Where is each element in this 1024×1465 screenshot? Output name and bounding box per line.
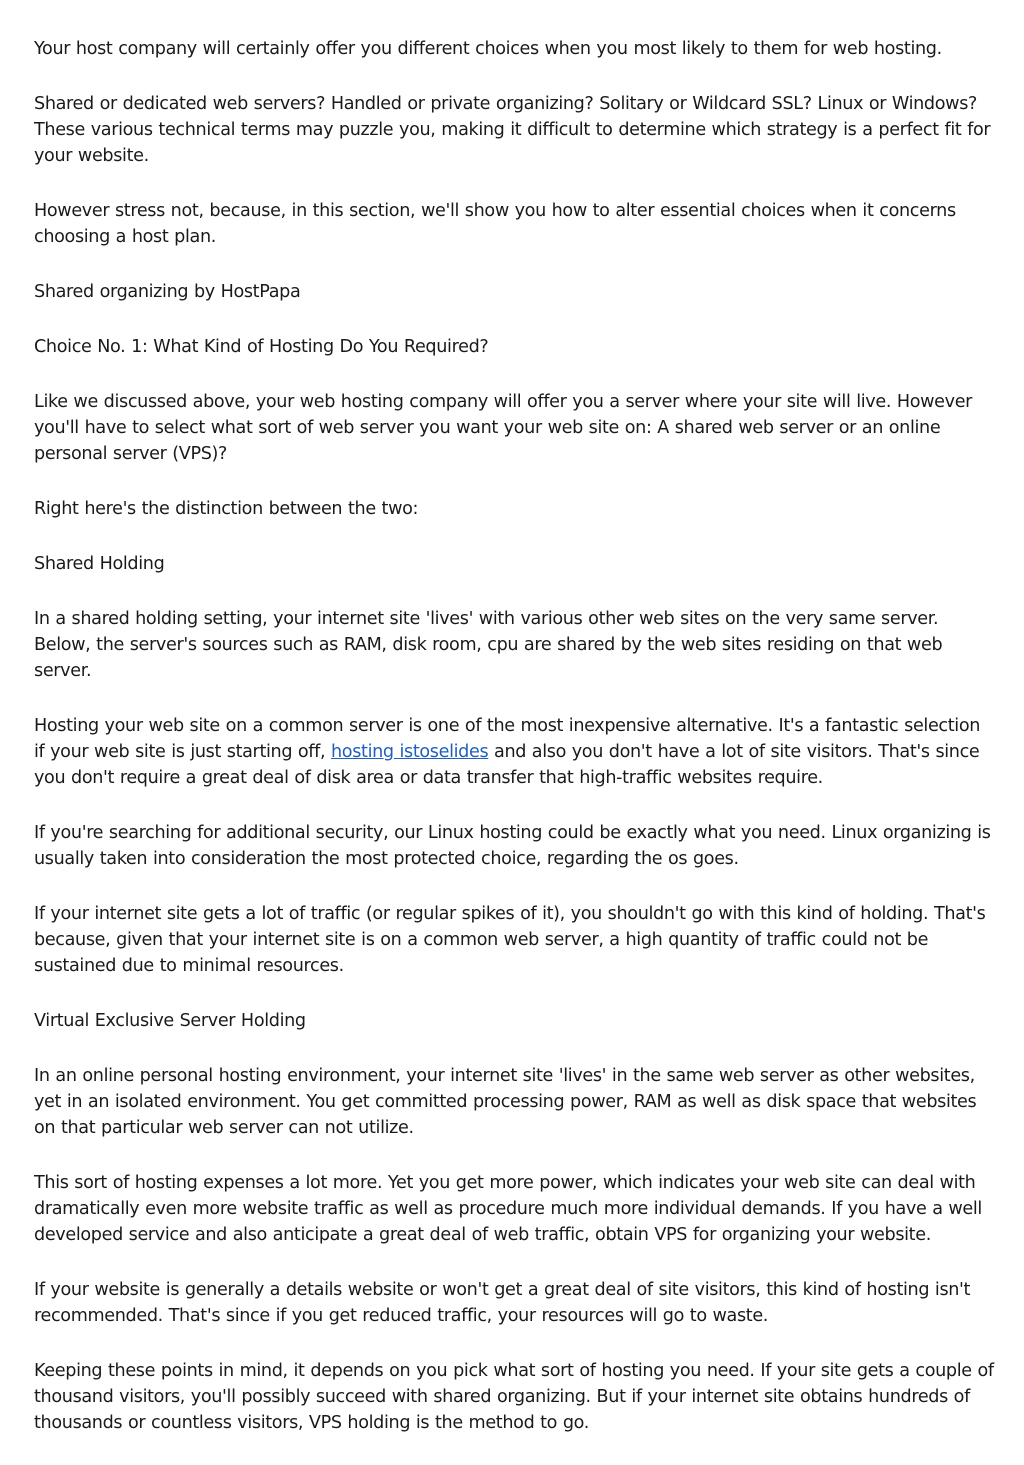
paragraph-questions: Shared or dedicated web servers? Handled or private organizing? Solitary or Wildcard SSL? Linux or Windows? These various technical terms may puzzle you, making it difficult to determine which strategy is a perfect fit for your website. — [34, 94, 991, 166]
paragraph-shared-cost — [34, 713, 996, 791]
paragraph-reassurance: However stress not, because, in this section, we'll show you how to alter essential choices when it concerns choosing a host plan. — [34, 201, 956, 247]
paragraph-distinction: Right here's the distinction between the two: — [34, 499, 419, 519]
paragraph-intro: Your host company will certainly offer you different choices when you most likely to them for web hosting. — [34, 39, 942, 59]
hosting-istoselides-link[interactable]: hosting istoselides — [330, 742, 489, 762]
paragraph-shared-setting: In a shared holding setting, your internet site 'lives' with various other web sites on the very same server. Below, the server's sources such as RAM, disk room, cpu are shared by the web sites residing on that web server. — [34, 609, 943, 681]
paragraph-server-choice: Like we discussed above, your web hosting company will offer you a server where your site will live. However you'll have to select what sort of web server you want your web site on: A shared web server or an online personal server (VPS)? — [34, 392, 973, 464]
paragraph-conclusion: Keeping these points in mind, it depends on you pick what sort of hosting you need. If your site gets a couple of thousand visitors, you'll possibly succeed with shared organizing. But if your internet site obtains hundreds of thousands or countless visitors, VPS holding is the method to go. — [34, 1361, 994, 1433]
paragraph-linux-security: If you're searching for additional security, our Linux hosting could be exactly what you need. Linux organizing is usually taken into consideration the most protected choice, regarding the os goes. — [34, 823, 991, 869]
paragraph-vps-cost: This sort of hosting expenses a lot more. Yet you get more power, which indicates your web site can deal with dramatically even more website traffic as well as procedure much more individual demands. If you have a well developed service and also anticipate a great deal of web traffic, obtain VPS for organizing your website. — [34, 1173, 982, 1245]
subheading-vps-holding: Virtual Exclusive Server Holding — [34, 1011, 306, 1031]
paragraph-vps-not-recommended: If your website is generally a details website or won't get a great deal of site visitors, this kind of hosting isn't recommended. That's since if you get reduced traffic, your resources will go to waste. — [34, 1280, 971, 1326]
paragraph-text-after-link: and also you don't have a lot of site visitors. That's since you don't require a great deal of disk area or data transfer that high-traffic websites require. — [34, 742, 980, 788]
image-caption-hostpapa: Shared organizing by HostPapa — [34, 282, 301, 302]
paragraph-vps-environment: In an online personal hosting environment, your internet site 'lives' in the same web server as other websites, yet in an isolated environment. You get committed processing power, RAM as well as disk space that websites on that particular web server can not utilize. — [34, 1066, 977, 1138]
document-page — [34, 36, 996, 1465]
subheading-shared-holding: Shared Holding — [34, 554, 165, 574]
paragraph-text-before-link: Hosting your web site on a common server is one of the most inexpensive alternative. It's a fantastic selection if your web site is just starting off, — [34, 716, 981, 762]
paragraph-traffic-warning: If your internet site gets a lot of traffic (or regular spikes of it), you shouldn't go with this kind of holding. That's because, given that your internet site is on a common web server, a high quantity of traffic could not be sustained due to minimal resources. — [34, 904, 986, 976]
section-heading-choice-1: Choice No. 1: What Kind of Hosting Do You Required? — [34, 337, 489, 357]
